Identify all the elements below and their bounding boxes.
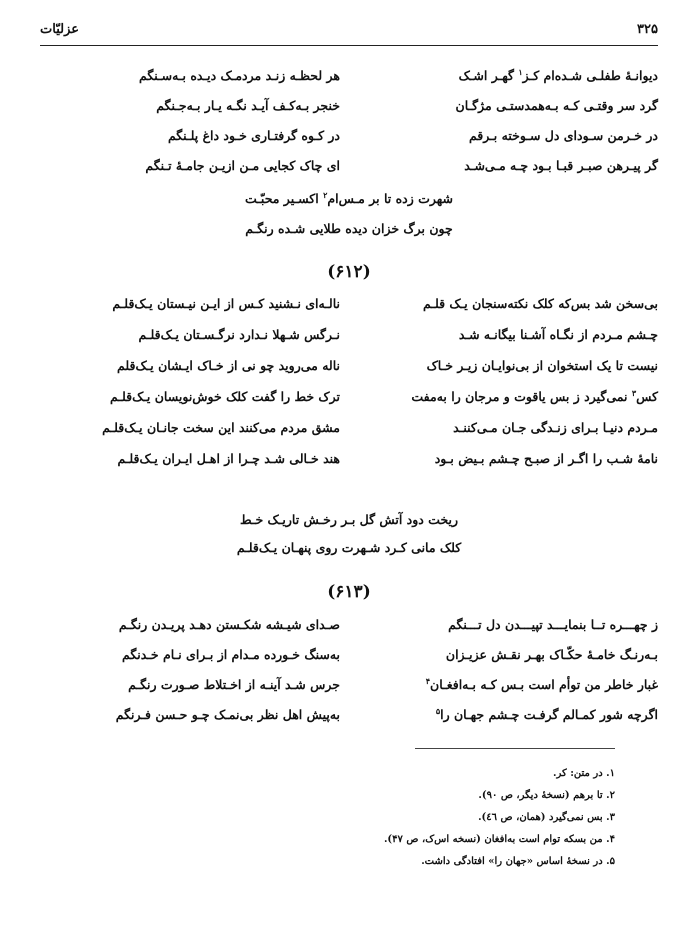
page-number: ۳۲۵: [637, 22, 658, 37]
footnote-3: ۳. بس نمی‌گیرد (همان، ص ٤٦).: [478, 812, 615, 823]
verse-611-4-right: گر پیـرهن صبـر قبـا بـود چـه مـی‌شـد: [464, 158, 658, 173]
header-rule: [40, 45, 658, 46]
verse-612-5-right: مـردم دنیـا بـرای زنـدگی جـان مـی‌کننـد: [453, 420, 658, 435]
footnote-ref-1: ۱: [518, 66, 523, 77]
footnote-1: ۱. در متن: کر.: [552, 768, 615, 779]
verse-612-2-right: چـشم مـردم از نگـاه آشـنا بیگانـه شـد: [458, 327, 658, 342]
footnote-ref-4: ۴: [425, 675, 431, 686]
verse-613-2-right: بـه‌رنـگ خامـهٔ حکّـاک بهـر نقـش عزیـزان: [445, 647, 658, 662]
closing-612-2: کلک مانی کـرد شـهرت روی پنهـان یـک‌قلـم: [236, 540, 462, 555]
verse-611-2-left: خنجر بـه‌کـف آیـد نگـه یـار بـه‌جـنگم: [156, 98, 340, 113]
verse-612-2-left: نـرگس شـهلا نـدارد نرگـسـتان یـک‌قلـم: [138, 327, 340, 342]
verse-611-1-left: هر لحظـه زنـد مردمـک دیـده بـه‌سـنگم: [139, 68, 340, 83]
verse-611-4-left: ای چاک کجایی مـن ازیـن جامـهٔ تـنگم: [145, 158, 340, 173]
verse-613-3-left: جرس شـد آینـه از اخـتلاط صـورت رنگـم: [128, 677, 340, 692]
page-header: [40, 22, 658, 42]
footnote-ref-3: ۳: [631, 387, 637, 398]
closing-611-1: شهرت زده تا بر مـس‌ام$^۲$ اکسـیر محبّـت: [244, 189, 454, 206]
verse-612-3-right: نیست تا یک استخوان از بی‌نوایـان زیـر خـاک: [426, 358, 658, 373]
footnote-ref-2: ۲: [323, 189, 328, 200]
verse-611-3-right: در خـرمن سـودای دل سـوخته بـرقم: [468, 128, 658, 143]
verse-611-3-left: در کـوه گرفتـاری خـود داغ پلـنگم: [167, 128, 340, 143]
verse-613-3-right: غبار خاطر من توأم است بـس کـه بـه‌افغـان$^۴$: [425, 675, 658, 692]
footnote-4: ۴. من بسکه توام است به‌افغان (نسخه اس‌ک، ص ۴۷).: [383, 834, 615, 845]
section-title: عزلیّات: [40, 22, 80, 37]
footnote-ref-5: ۵: [435, 705, 441, 716]
verse-613-4-left: به‌پیش اهل نظر بی‌نمـک چـو حـسن فـرنگم: [115, 707, 340, 722]
verse-611-1-right: دیوانـهٔ طفلـی شـده‌ام کـز$^۱$ گهـر اشـک: [458, 66, 658, 83]
ghazal-612-title: (۶۱۲): [327, 262, 371, 282]
verse-612-1-right: بی‌سخن شد بس‌که کلک نکته‌سنجان یـک قلـم: [422, 296, 658, 311]
verse-612-1-left: نالـه‌ای نـشنید کـس از ایـن نیـستان یـک‌قلـم: [112, 296, 340, 311]
closing-612-1: ریخت دود آتش گل بـر رخـش تاریـک خـط: [239, 512, 459, 527]
footnote-rule: [415, 748, 615, 749]
verse-612-4-right: کس$^۳$ نمی‌گیرد ز بس یاقوت و مرجان را به‌مفت: [411, 387, 658, 404]
verse-611-2-right: گرد سر وقتـی کـه بـه‌همدستـی مژگـان: [455, 98, 658, 113]
verse-612-6-right: نامهٔ شـب را اگـر از صبـح چـشم بـیض بـود: [434, 451, 658, 466]
verse-612-3-left: ناله می‌روید چو نی از خـاک ایـشان یـک‌قلم: [117, 358, 340, 373]
verse-612-4-left: ترک خط را گفت کلک خوش‌نویسان یـک‌قلـم: [109, 389, 340, 404]
verse-613-1-right: ز چهـــره تــا بنمایـــد تپیـــدن دل تـــنگم: [448, 617, 658, 632]
ghazal-613-title: (۶۱۳): [327, 582, 371, 602]
closing-611-2: چون برگ خزان دیده طلایی شـده رنگـم: [245, 221, 453, 236]
verse-613-4-right: اگرچه شور کمـالم گرفـت چـشم جهـان را$^۵$: [435, 705, 658, 722]
footnote-2: ۲. تا برهم (نسخهٔ دیگر، ص ۹۰).: [478, 790, 615, 801]
verse-612-5-left: مشق مردم می‌کنند این سخت جانـان یـک‌قلـم: [102, 420, 340, 435]
verse-613-2-left: به‌سنگ خـورده مـدام از بـرای نـام خـدنگم: [122, 647, 340, 662]
verse-612-6-left: هند خـالی شـد چـرا از اهـل ایـران یـک‌قلـم: [117, 451, 340, 466]
footnote-5: ۵. در نسخهٔ اساس «جهان را» افتادگی داشت.: [421, 856, 615, 867]
verse-613-1-left: صـدای شیـشه شکـستن دهـد پریـدن رنگـم: [118, 617, 340, 632]
